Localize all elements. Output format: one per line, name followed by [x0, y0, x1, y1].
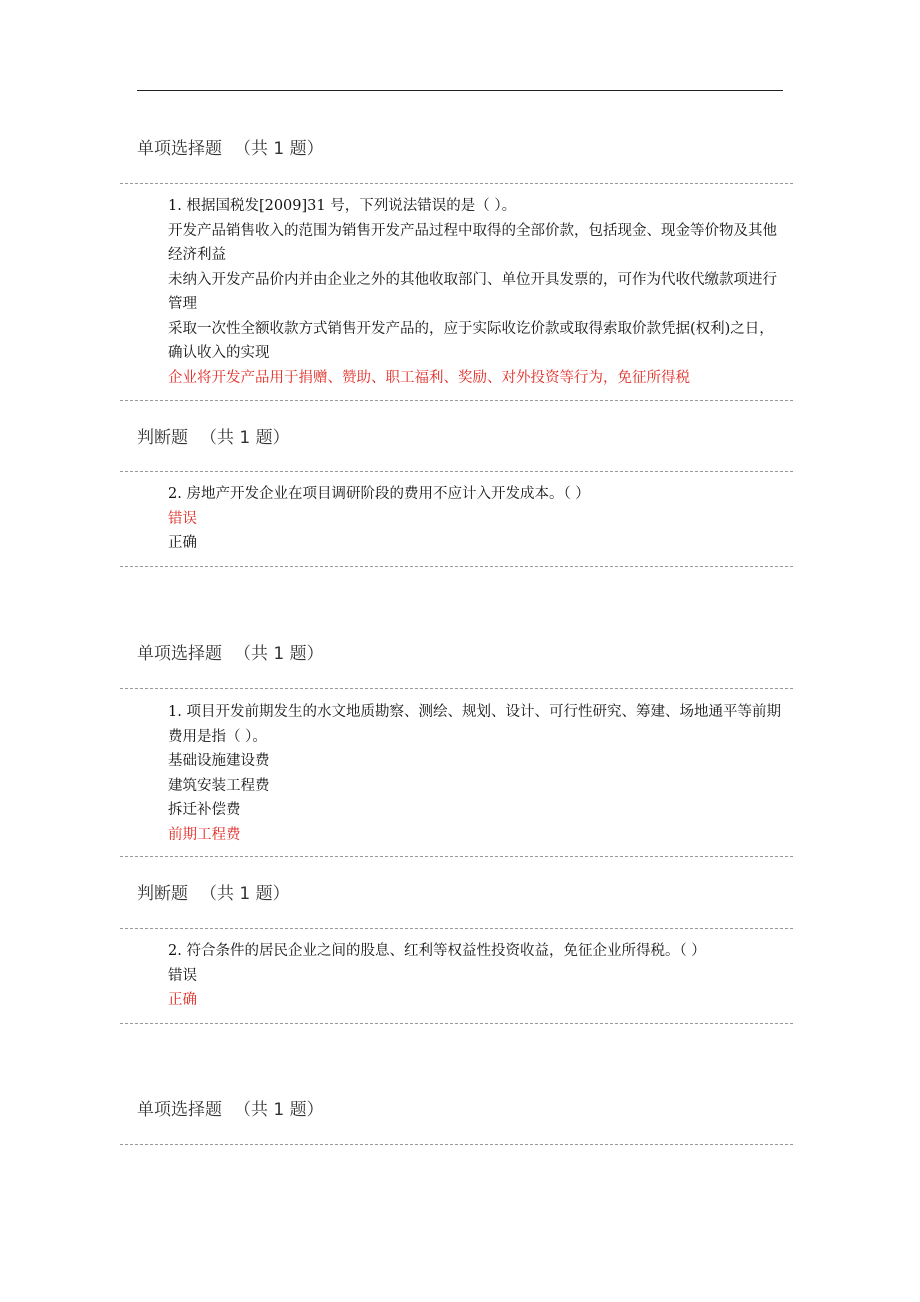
option-correct-answer[interactable]: 前期工程费 — [168, 826, 241, 843]
option[interactable]: 开发产品销售收入的范围为销售开发产品过程中取得的全部价款，包括现金、现金等价物及其他经济利益 — [168, 222, 777, 263]
question-block — [168, 194, 788, 390]
section-type: 单项选择题 — [137, 1100, 222, 1120]
top-rule — [137, 90, 783, 91]
section-type: 单项选择题 — [137, 139, 222, 159]
dashed-divider — [120, 1144, 793, 1145]
option[interactable]: 未纳入开发产品价内并由企业之外的其他收取部门、单位开具发票的，可作为代收代缴款项进行管理 — [168, 271, 777, 312]
option[interactable]: 拆迁补偿费 — [168, 802, 241, 818]
section-heading — [137, 427, 290, 449]
option[interactable]: 正确 — [168, 535, 197, 551]
section-count: （共 1 题） — [234, 644, 324, 664]
dashed-divider — [120, 1023, 793, 1024]
question-stem: 1. 项目开发前期发生的水文地质勘察、测绘、规划、设计、可行性研究、筹建、场地通平等前期费用是指（ ）。 — [168, 704, 781, 745]
dashed-divider — [120, 856, 793, 857]
option[interactable]: 错误 — [168, 967, 197, 984]
question-stem: 2. 房地产开发企业在项目调研阶段的费用不应计入开发成本。（ ） — [168, 486, 590, 502]
question-block — [168, 700, 788, 847]
section-heading — [137, 138, 324, 160]
question-stem: 2. 符合条件的居民企业之间的股息、红利等权益性投资收益，免征企业所得税。（ ） — [168, 943, 706, 959]
option[interactable]: 基础设施建设费 — [168, 753, 270, 769]
section-count: （共 1 题） — [200, 428, 290, 448]
section-heading — [137, 1099, 324, 1121]
dashed-divider — [120, 688, 793, 689]
section-type: 判断题 — [137, 884, 188, 904]
option-correct-answer[interactable]: 企业将开发产品用于捐赠、赞助、职工福利、奖励、对外投资等行为，免征所得税 — [168, 369, 690, 386]
option[interactable]: 采取一次性全额收款方式销售开发产品的，应于实际收讫价款或取得索取价款凭据(权利)之日，确认收入的实现 — [168, 320, 774, 361]
section-heading — [137, 643, 324, 665]
dashed-divider — [120, 566, 793, 567]
section-count: （共 1 题） — [234, 139, 324, 159]
dashed-divider — [120, 183, 793, 184]
question-stem: 1. 根据国税发[2009]31 号，下列说法错误的是（ ）。 — [168, 198, 517, 214]
question-block — [168, 939, 788, 1013]
option[interactable]: 建筑安装工程费 — [168, 777, 270, 794]
option-correct-answer[interactable]: 错误 — [168, 510, 197, 527]
dashed-divider — [120, 400, 793, 401]
section-count: （共 1 题） — [234, 1100, 324, 1120]
option-correct-answer[interactable]: 正确 — [168, 992, 197, 1008]
dashed-divider — [120, 928, 793, 929]
section-type: 单项选择题 — [137, 644, 222, 664]
section-type: 判断题 — [137, 428, 188, 448]
dashed-divider — [120, 471, 793, 472]
question-block — [168, 482, 788, 556]
section-heading — [137, 883, 290, 905]
section-count: （共 1 题） — [200, 884, 290, 904]
